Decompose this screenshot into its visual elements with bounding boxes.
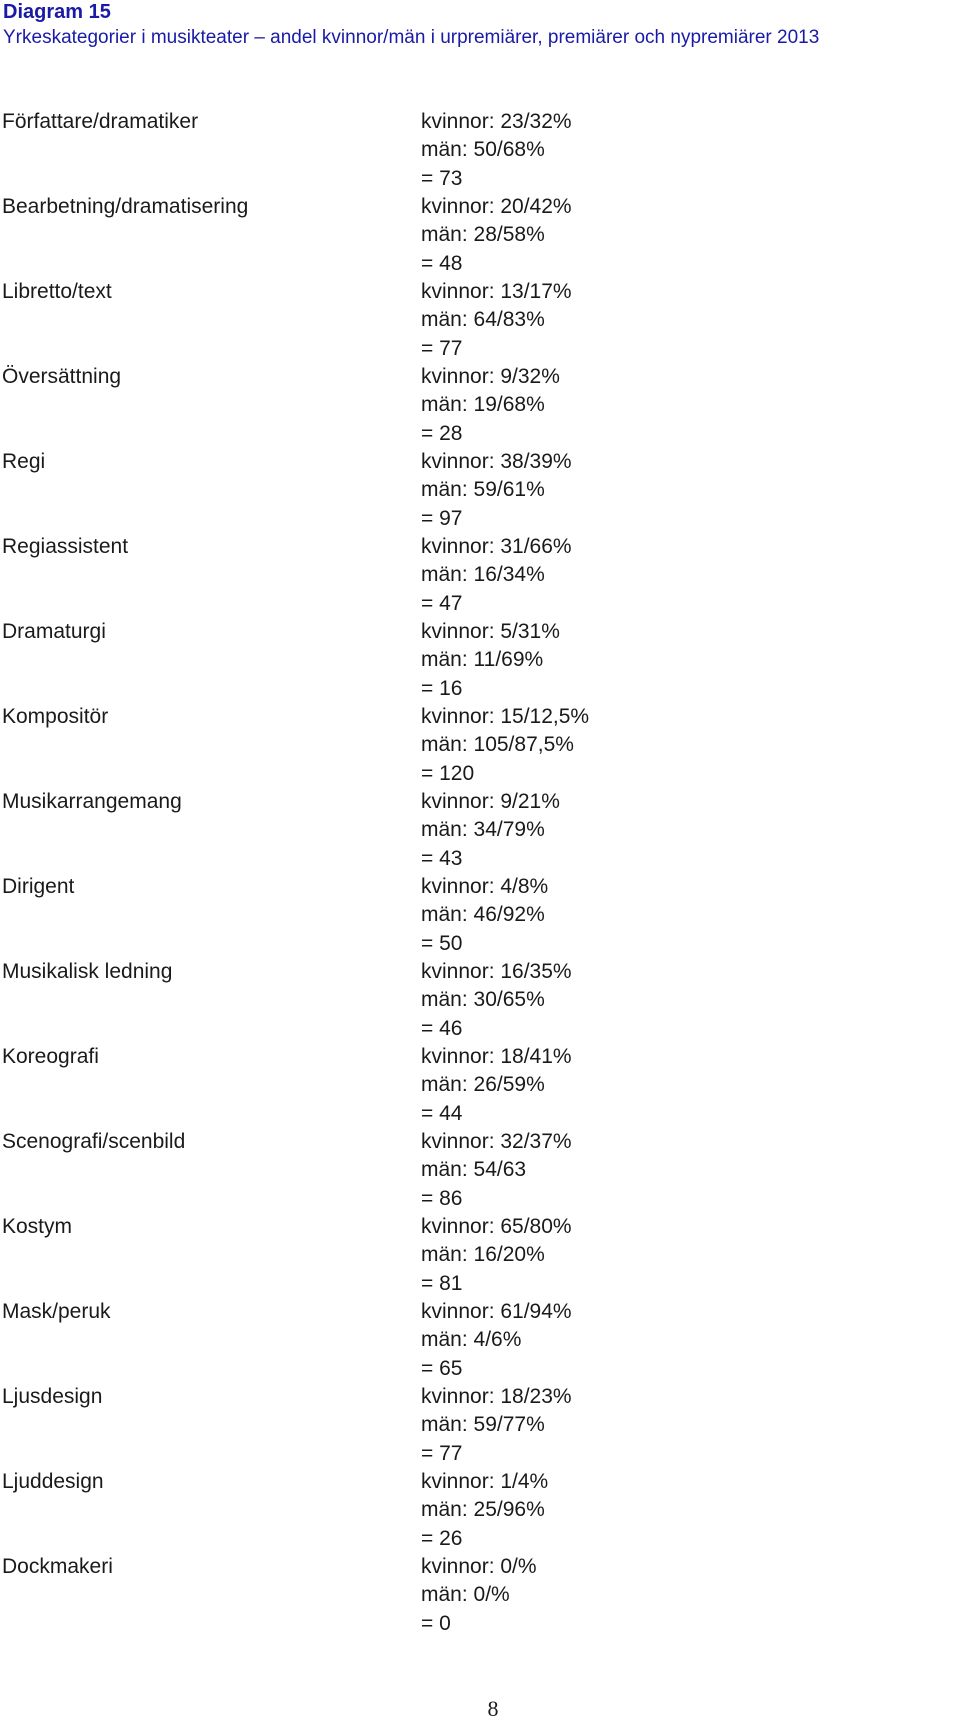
total-value: = 50: [421, 931, 463, 955]
total-value: = 48: [421, 251, 463, 275]
category-row: [2, 278, 942, 363]
total-value: = 46: [421, 1016, 463, 1040]
category-row: [2, 1128, 942, 1213]
category-row: [2, 1213, 942, 1298]
category-label: Kompositör: [2, 705, 109, 728]
women-value: kvinnor: 20/42%: [421, 195, 572, 218]
page-number: 8: [487, 1696, 499, 1721]
category-values: [421, 1213, 572, 1298]
women-value: kvinnor: 9/21%: [421, 790, 560, 813]
total-value: = 16: [421, 676, 463, 700]
total-value: = 43: [421, 846, 463, 870]
total-value: = 81: [421, 1271, 463, 1295]
total-value: = 77: [421, 336, 463, 360]
women-value: kvinnor: 1/4%: [421, 1470, 549, 1493]
women-value: kvinnor: 18/23%: [421, 1385, 572, 1408]
category-label: Översättning: [2, 365, 122, 388]
category-values: [421, 703, 589, 788]
diagram-title: Diagram 15: [3, 1, 111, 23]
women-value: kvinnor: 32/37%: [421, 1130, 572, 1153]
category-label: Dockmakeri: [2, 1555, 113, 1578]
category-row: [2, 1553, 942, 1638]
men-value: män: 105/87,5%: [421, 733, 574, 757]
men-value: män: 50/68%: [421, 138, 545, 162]
category-row: [2, 873, 942, 958]
women-value: kvinnor: 23/32%: [421, 110, 572, 133]
category-values: [421, 873, 548, 958]
women-value: kvinnor: 61/94%: [421, 1300, 572, 1323]
total-value: = 73: [421, 166, 463, 190]
total-value: = 77: [421, 1441, 463, 1465]
category-row: [2, 193, 942, 278]
category-values: [421, 788, 560, 873]
category-label: Kostym: [2, 1215, 73, 1238]
total-value: = 86: [421, 1186, 463, 1210]
total-value: = 65: [421, 1356, 463, 1380]
document-header: [3, 0, 819, 52]
category-row: [2, 533, 942, 618]
women-value: kvinnor: 38/39%: [421, 450, 572, 473]
men-value: män: 59/61%: [421, 478, 545, 502]
men-value: män: 28/58%: [421, 223, 545, 247]
men-value: män: 59/77%: [421, 1413, 545, 1437]
category-values: [421, 1383, 572, 1468]
category-label: Dirigent: [2, 875, 75, 898]
category-values: [421, 193, 572, 278]
category-row: [2, 618, 942, 703]
category-values: [421, 958, 572, 1043]
category-label: Mask/peruk: [2, 1300, 111, 1323]
total-value: = 0: [421, 1611, 451, 1635]
women-value: kvinnor: 18/41%: [421, 1045, 572, 1068]
category-row: [2, 788, 942, 873]
women-value: kvinnor: 5/31%: [421, 620, 560, 643]
category-label: Dramaturgi: [2, 620, 106, 643]
category-row: [2, 1383, 942, 1468]
men-value: män: 0/%: [421, 1583, 510, 1607]
category-label: Regi: [2, 450, 46, 473]
category-label: Författare/dramatiker: [2, 110, 199, 133]
women-value: kvinnor: 31/66%: [421, 535, 572, 558]
category-values: [421, 533, 572, 618]
category-row: [2, 1468, 942, 1553]
men-value: män: 26/59%: [421, 1073, 545, 1097]
category-values: [421, 618, 560, 703]
category-label: Bearbetning/dramatisering: [2, 195, 249, 218]
total-value: = 28: [421, 421, 463, 445]
total-value: = 26: [421, 1526, 463, 1550]
category-row: [2, 1043, 942, 1128]
women-value: kvinnor: 0/%: [421, 1555, 537, 1578]
category-row: [2, 1298, 942, 1383]
total-value: = 47: [421, 591, 463, 615]
women-value: kvinnor: 13/17%: [421, 280, 572, 303]
category-label: Musikarrangemang: [2, 790, 182, 813]
category-values: [421, 278, 572, 363]
men-value: män: 11/69%: [421, 648, 544, 672]
category-row: [2, 448, 942, 533]
category-label: Koreografi: [2, 1045, 99, 1068]
total-value: = 97: [421, 506, 463, 530]
women-value: kvinnor: 4/8%: [421, 875, 549, 898]
men-value: män: 4/6%: [421, 1328, 522, 1352]
diagram-subtitle: Yrkeskategorier i musikteater – andel kvinnor/män i urpremiärer, premiärer och nypremiärer 2013: [3, 27, 820, 48]
men-value: män: 30/65%: [421, 988, 545, 1012]
men-value: män: 16/20%: [421, 1243, 545, 1267]
category-values: [421, 1128, 572, 1213]
total-value: = 44: [421, 1101, 463, 1125]
category-row: [2, 703, 942, 788]
category-label: Regiassistent: [2, 535, 129, 558]
women-value: kvinnor: 65/80%: [421, 1215, 572, 1238]
category-list: [2, 108, 942, 1638]
category-values: [421, 1043, 572, 1128]
category-label: Musikalisk ledning: [2, 960, 173, 983]
men-value: män: 46/92%: [421, 903, 545, 927]
category-values: [421, 363, 560, 448]
category-label: Scenografi/scenbild: [2, 1130, 186, 1153]
men-value: män: 19/68%: [421, 393, 545, 417]
category-row: [2, 108, 942, 193]
category-row: [2, 363, 942, 448]
category-label: Ljusdesign: [2, 1385, 103, 1408]
total-value: = 120: [421, 761, 475, 785]
men-value: män: 25/96%: [421, 1498, 545, 1522]
women-value: kvinnor: 15/12,5%: [421, 705, 590, 728]
category-label: Libretto/text: [2, 280, 112, 303]
women-value: kvinnor: 16/35%: [421, 960, 572, 983]
men-value: män: 16/34%: [421, 563, 545, 587]
men-value: män: 54/63: [421, 1158, 527, 1182]
men-value: män: 34/79%: [421, 818, 545, 842]
category-values: [421, 108, 572, 193]
women-value: kvinnor: 9/32%: [421, 365, 560, 388]
category-values: [421, 448, 572, 533]
category-values: [421, 1298, 572, 1383]
category-label: Ljuddesign: [2, 1470, 104, 1493]
category-values: [421, 1553, 537, 1638]
category-values: [421, 1468, 548, 1553]
men-value: män: 64/83%: [421, 308, 545, 332]
category-row: [2, 958, 942, 1043]
